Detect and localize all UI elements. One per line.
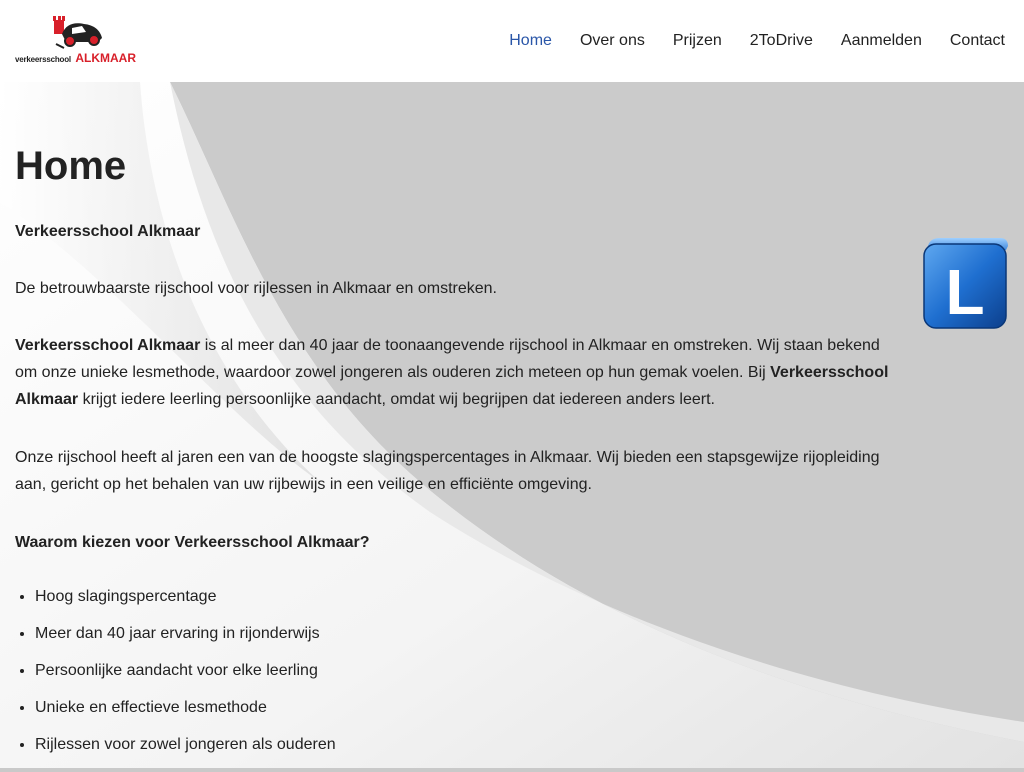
site-header — [0, 0, 1024, 82]
nav-item-prijzen[interactable]: Prijzen — [672, 32, 722, 49]
cube-letter: L — [945, 256, 985, 328]
nav-item-over-ons[interactable]: Over ons — [579, 32, 645, 49]
list-item: • Rijlessen voor zowel jongeren als ouderen — [35, 735, 895, 755]
about-bold-2: Verkeersschool Alkmaar — [15, 364, 889, 408]
list-item: • Unieke en effectieve lesmethode — [35, 698, 895, 718]
logo-car-icon — [14, 14, 138, 54]
content-body — [15, 218, 895, 772]
about-text-1: is al meer dan 40 jaar de toonaangevende rijschool in Alkmaar en omstreken. Wij staan bekend om onze unieke lesmethode, waardoor zowel jongeren als ouderen zich meteen op hun gemak voelen. Bij — [15, 337, 880, 381]
nav-item-2todrive[interactable]: 2ToDrive — [749, 32, 813, 49]
nav-item-contact[interactable]: Contact — [949, 32, 1005, 49]
about-bold-1: Verkeersschool Alkmaar — [15, 337, 201, 354]
nav-item-home[interactable]: Home — [509, 32, 552, 49]
page-title: Home — [15, 144, 127, 188]
list-item: • Persoonlijke aandacht voor elke leerling — [35, 661, 895, 681]
learner-l-cube-icon — [920, 236, 1010, 332]
main-nav — [481, 31, 1005, 51]
subtitle: Verkeersschool Alkmaar — [15, 223, 201, 240]
site-logo[interactable] — [14, 14, 138, 68]
logo-small-text: verkeersschool — [15, 55, 71, 64]
logo-text — [15, 51, 136, 67]
success-paragraph: Onze rijschool heeft al jaren een van de hoogste slagingspercentages in Alkmaar. Wij bieden een stapsgewijze rijopleiding aan, gericht op het behalen van uw rijbewijs in een veilige en efficiënte omgeving. — [15, 449, 880, 493]
intro-paragraph: De betrouwbaarste rijschool voor rijlessen in Alkmaar en omstreken. — [15, 280, 497, 297]
reasons-list — [15, 587, 895, 755]
about-paragraph — [15, 332, 895, 413]
list-item: • Meer dan 40 jaar ervaring in rijonderwijs — [35, 624, 895, 644]
list-item: • Hoog slagingspercentage — [35, 587, 895, 607]
why-heading: Waarom kiezen voor Verkeersschool Alkmaar? — [15, 534, 370, 551]
logo-big-text: ALKMAAR — [75, 51, 137, 65]
nav-item-aanmelden[interactable]: Aanmelden — [840, 32, 922, 49]
about-text-2: krijgt iedere leerling persoonlijke aandacht, omdat wij begrijpen dat iedereen anders leert. — [78, 391, 715, 408]
